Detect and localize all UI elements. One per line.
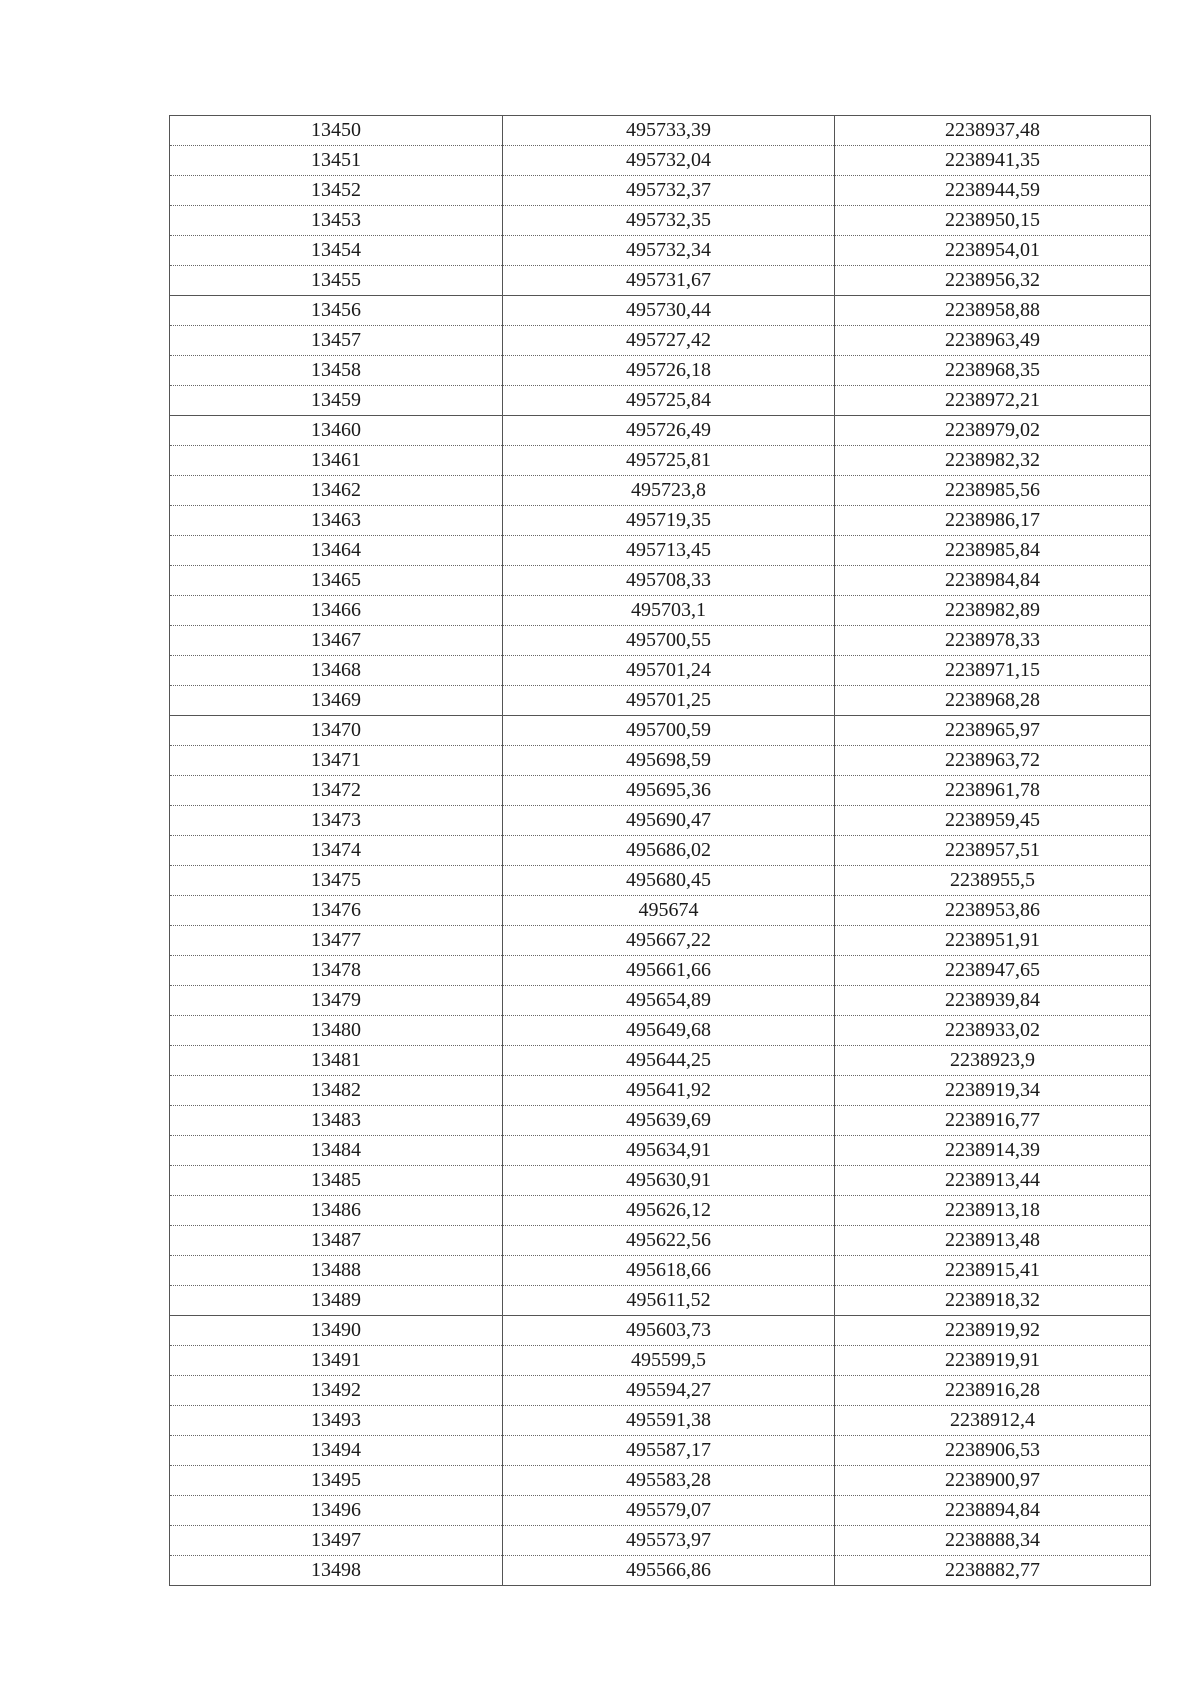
x-coordinate-cell: 495644,25 bbox=[503, 1046, 835, 1076]
table-row bbox=[170, 746, 1151, 776]
y-coordinate-cell: 2238950,15 bbox=[835, 206, 1151, 236]
x-coordinate-cell: 495732,37 bbox=[503, 176, 835, 206]
point-number-cell: 13489 bbox=[170, 1286, 503, 1316]
x-coordinate-cell: 495726,18 bbox=[503, 356, 835, 386]
x-coordinate-cell: 495701,25 bbox=[503, 686, 835, 716]
table-row bbox=[170, 956, 1151, 986]
x-coordinate-cell: 495703,1 bbox=[503, 596, 835, 626]
y-coordinate-cell: 2238900,97 bbox=[835, 1466, 1151, 1496]
table-row bbox=[170, 1436, 1151, 1466]
point-number-cell: 13457 bbox=[170, 326, 503, 356]
x-coordinate-cell: 495700,55 bbox=[503, 626, 835, 656]
x-coordinate-cell: 495732,35 bbox=[503, 206, 835, 236]
y-coordinate-cell: 2238939,84 bbox=[835, 986, 1151, 1016]
y-coordinate-cell: 2238968,28 bbox=[835, 686, 1151, 716]
table-row bbox=[170, 206, 1151, 236]
point-number-cell: 13479 bbox=[170, 986, 503, 1016]
point-number-cell: 13459 bbox=[170, 386, 503, 416]
y-coordinate-cell: 2238894,84 bbox=[835, 1496, 1151, 1526]
x-coordinate-cell: 495733,39 bbox=[503, 116, 835, 146]
table-row bbox=[170, 1496, 1151, 1526]
x-coordinate-cell: 495630,91 bbox=[503, 1166, 835, 1196]
y-coordinate-cell: 2238916,77 bbox=[835, 1106, 1151, 1136]
point-number-cell: 13453 bbox=[170, 206, 503, 236]
y-coordinate-cell: 2238982,89 bbox=[835, 596, 1151, 626]
x-coordinate-cell: 495727,42 bbox=[503, 326, 835, 356]
x-coordinate-cell: 495723,8 bbox=[503, 476, 835, 506]
point-number-cell: 13463 bbox=[170, 506, 503, 536]
x-coordinate-cell: 495594,27 bbox=[503, 1376, 835, 1406]
table-row bbox=[170, 506, 1151, 536]
table-row bbox=[170, 716, 1151, 746]
x-coordinate-cell: 495649,68 bbox=[503, 1016, 835, 1046]
point-number-cell: 13464 bbox=[170, 536, 503, 566]
table-row bbox=[170, 1226, 1151, 1256]
table-row bbox=[170, 1316, 1151, 1346]
table-row bbox=[170, 926, 1151, 956]
point-number-cell: 13461 bbox=[170, 446, 503, 476]
y-coordinate-cell: 2238982,32 bbox=[835, 446, 1151, 476]
y-coordinate-cell: 2238913,48 bbox=[835, 1226, 1151, 1256]
point-number-cell: 13454 bbox=[170, 236, 503, 266]
table-row bbox=[170, 1046, 1151, 1076]
y-coordinate-cell: 2238941,35 bbox=[835, 146, 1151, 176]
table-row bbox=[170, 1406, 1151, 1436]
y-coordinate-cell: 2238913,44 bbox=[835, 1166, 1151, 1196]
y-coordinate-cell: 2238985,56 bbox=[835, 476, 1151, 506]
y-coordinate-cell: 2238958,88 bbox=[835, 296, 1151, 326]
table-row bbox=[170, 326, 1151, 356]
point-number-cell: 13490 bbox=[170, 1316, 503, 1346]
x-coordinate-cell: 495667,22 bbox=[503, 926, 835, 956]
y-coordinate-cell: 2238953,86 bbox=[835, 896, 1151, 926]
x-coordinate-cell: 495654,89 bbox=[503, 986, 835, 1016]
point-number-cell: 13485 bbox=[170, 1166, 503, 1196]
x-coordinate-cell: 495726,49 bbox=[503, 416, 835, 446]
point-number-cell: 13455 bbox=[170, 266, 503, 296]
point-number-cell: 13486 bbox=[170, 1196, 503, 1226]
table-row bbox=[170, 1166, 1151, 1196]
table-row bbox=[170, 476, 1151, 506]
y-coordinate-cell: 2238978,33 bbox=[835, 626, 1151, 656]
y-coordinate-cell: 2238957,51 bbox=[835, 836, 1151, 866]
table-row bbox=[170, 446, 1151, 476]
table-row bbox=[170, 1196, 1151, 1226]
y-coordinate-cell: 2238979,02 bbox=[835, 416, 1151, 446]
table-row bbox=[170, 626, 1151, 656]
point-number-cell: 13481 bbox=[170, 1046, 503, 1076]
table-row bbox=[170, 296, 1151, 326]
x-coordinate-cell: 495674 bbox=[503, 896, 835, 926]
y-coordinate-cell: 2238915,41 bbox=[835, 1256, 1151, 1286]
x-coordinate-cell: 495634,91 bbox=[503, 1136, 835, 1166]
y-coordinate-cell: 2238918,32 bbox=[835, 1286, 1151, 1316]
point-number-cell: 13460 bbox=[170, 416, 503, 446]
y-coordinate-cell: 2238984,84 bbox=[835, 566, 1151, 596]
table-row bbox=[170, 776, 1151, 806]
table-row bbox=[170, 1076, 1151, 1106]
point-number-cell: 13477 bbox=[170, 926, 503, 956]
point-number-cell: 13470 bbox=[170, 716, 503, 746]
x-coordinate-cell: 495690,47 bbox=[503, 806, 835, 836]
table-row bbox=[170, 1376, 1151, 1406]
table-row bbox=[170, 1466, 1151, 1496]
y-coordinate-cell: 2238955,5 bbox=[835, 866, 1151, 896]
x-coordinate-cell: 495686,02 bbox=[503, 836, 835, 866]
x-coordinate-cell: 495725,81 bbox=[503, 446, 835, 476]
table-row bbox=[170, 806, 1151, 836]
coordinates-table bbox=[169, 115, 1151, 1586]
y-coordinate-cell: 2238937,48 bbox=[835, 116, 1151, 146]
x-coordinate-cell: 495618,66 bbox=[503, 1256, 835, 1286]
table-row bbox=[170, 1106, 1151, 1136]
point-number-cell: 13474 bbox=[170, 836, 503, 866]
y-coordinate-cell: 2238919,92 bbox=[835, 1316, 1151, 1346]
point-number-cell: 13450 bbox=[170, 116, 503, 146]
point-number-cell: 13493 bbox=[170, 1406, 503, 1436]
point-number-cell: 13495 bbox=[170, 1466, 503, 1496]
x-coordinate-cell: 495622,56 bbox=[503, 1226, 835, 1256]
point-number-cell: 13483 bbox=[170, 1106, 503, 1136]
point-number-cell: 13494 bbox=[170, 1436, 503, 1466]
point-number-cell: 13480 bbox=[170, 1016, 503, 1046]
point-number-cell: 13476 bbox=[170, 896, 503, 926]
table-row bbox=[170, 176, 1151, 206]
coordinates-table-body bbox=[170, 116, 1151, 1586]
table-row bbox=[170, 1136, 1151, 1166]
x-coordinate-cell: 495566,86 bbox=[503, 1556, 835, 1586]
y-coordinate-cell: 2238956,32 bbox=[835, 266, 1151, 296]
y-coordinate-cell: 2238954,01 bbox=[835, 236, 1151, 266]
x-coordinate-cell: 495695,36 bbox=[503, 776, 835, 806]
y-coordinate-cell: 2238947,65 bbox=[835, 956, 1151, 986]
table-row bbox=[170, 656, 1151, 686]
point-number-cell: 13472 bbox=[170, 776, 503, 806]
x-coordinate-cell: 495661,66 bbox=[503, 956, 835, 986]
point-number-cell: 13456 bbox=[170, 296, 503, 326]
y-coordinate-cell: 2238944,59 bbox=[835, 176, 1151, 206]
table-row bbox=[170, 266, 1151, 296]
point-number-cell: 13482 bbox=[170, 1076, 503, 1106]
point-number-cell: 13469 bbox=[170, 686, 503, 716]
y-coordinate-cell: 2238888,34 bbox=[835, 1526, 1151, 1556]
point-number-cell: 13458 bbox=[170, 356, 503, 386]
x-coordinate-cell: 495611,52 bbox=[503, 1286, 835, 1316]
y-coordinate-cell: 2238971,15 bbox=[835, 656, 1151, 686]
point-number-cell: 13465 bbox=[170, 566, 503, 596]
table-row bbox=[170, 356, 1151, 386]
x-coordinate-cell: 495587,17 bbox=[503, 1436, 835, 1466]
x-coordinate-cell: 495639,69 bbox=[503, 1106, 835, 1136]
point-number-cell: 13452 bbox=[170, 176, 503, 206]
y-coordinate-cell: 2238912,4 bbox=[835, 1406, 1151, 1436]
point-number-cell: 13484 bbox=[170, 1136, 503, 1166]
x-coordinate-cell: 495603,73 bbox=[503, 1316, 835, 1346]
point-number-cell: 13462 bbox=[170, 476, 503, 506]
table-row bbox=[170, 1526, 1151, 1556]
x-coordinate-cell: 495583,28 bbox=[503, 1466, 835, 1496]
x-coordinate-cell: 495731,67 bbox=[503, 266, 835, 296]
point-number-cell: 13498 bbox=[170, 1556, 503, 1586]
y-coordinate-cell: 2238972,21 bbox=[835, 386, 1151, 416]
point-number-cell: 13497 bbox=[170, 1526, 503, 1556]
y-coordinate-cell: 2238963,72 bbox=[835, 746, 1151, 776]
point-number-cell: 13491 bbox=[170, 1346, 503, 1376]
table-row bbox=[170, 1016, 1151, 1046]
table-row bbox=[170, 1286, 1151, 1316]
point-number-cell: 13466 bbox=[170, 596, 503, 626]
y-coordinate-cell: 2238965,97 bbox=[835, 716, 1151, 746]
y-coordinate-cell: 2238933,02 bbox=[835, 1016, 1151, 1046]
table-row bbox=[170, 986, 1151, 1016]
table-row bbox=[170, 386, 1151, 416]
point-number-cell: 13451 bbox=[170, 146, 503, 176]
table-row bbox=[170, 1556, 1151, 1586]
x-coordinate-cell: 495708,33 bbox=[503, 566, 835, 596]
x-coordinate-cell: 495573,97 bbox=[503, 1526, 835, 1556]
x-coordinate-cell: 495641,92 bbox=[503, 1076, 835, 1106]
x-coordinate-cell: 495719,35 bbox=[503, 506, 835, 536]
y-coordinate-cell: 2238961,78 bbox=[835, 776, 1151, 806]
x-coordinate-cell: 495725,84 bbox=[503, 386, 835, 416]
table-row bbox=[170, 896, 1151, 926]
point-number-cell: 13468 bbox=[170, 656, 503, 686]
point-number-cell: 13487 bbox=[170, 1226, 503, 1256]
point-number-cell: 13488 bbox=[170, 1256, 503, 1286]
table-row bbox=[170, 116, 1151, 146]
x-coordinate-cell: 495732,04 bbox=[503, 146, 835, 176]
x-coordinate-cell: 495730,44 bbox=[503, 296, 835, 326]
y-coordinate-cell: 2238916,28 bbox=[835, 1376, 1151, 1406]
x-coordinate-cell: 495591,38 bbox=[503, 1406, 835, 1436]
y-coordinate-cell: 2238882,77 bbox=[835, 1556, 1151, 1586]
point-number-cell: 13467 bbox=[170, 626, 503, 656]
x-coordinate-cell: 495599,5 bbox=[503, 1346, 835, 1376]
y-coordinate-cell: 2238985,84 bbox=[835, 536, 1151, 566]
table-row bbox=[170, 866, 1151, 896]
x-coordinate-cell: 495732,34 bbox=[503, 236, 835, 266]
y-coordinate-cell: 2238919,34 bbox=[835, 1076, 1151, 1106]
point-number-cell: 13478 bbox=[170, 956, 503, 986]
x-coordinate-cell: 495579,07 bbox=[503, 1496, 835, 1526]
y-coordinate-cell: 2238919,91 bbox=[835, 1346, 1151, 1376]
y-coordinate-cell: 2238914,39 bbox=[835, 1136, 1151, 1166]
y-coordinate-cell: 2238913,18 bbox=[835, 1196, 1151, 1226]
x-coordinate-cell: 495698,59 bbox=[503, 746, 835, 776]
y-coordinate-cell: 2238959,45 bbox=[835, 806, 1151, 836]
point-number-cell: 13473 bbox=[170, 806, 503, 836]
point-number-cell: 13496 bbox=[170, 1496, 503, 1526]
table-row bbox=[170, 566, 1151, 596]
table-row bbox=[170, 416, 1151, 446]
x-coordinate-cell: 495700,59 bbox=[503, 716, 835, 746]
x-coordinate-cell: 495713,45 bbox=[503, 536, 835, 566]
point-number-cell: 13475 bbox=[170, 866, 503, 896]
table-row bbox=[170, 236, 1151, 266]
table-row bbox=[170, 1346, 1151, 1376]
table-row bbox=[170, 146, 1151, 176]
y-coordinate-cell: 2238906,53 bbox=[835, 1436, 1151, 1466]
table-row bbox=[170, 1256, 1151, 1286]
y-coordinate-cell: 2238963,49 bbox=[835, 326, 1151, 356]
x-coordinate-cell: 495680,45 bbox=[503, 866, 835, 896]
table-row bbox=[170, 536, 1151, 566]
y-coordinate-cell: 2238951,91 bbox=[835, 926, 1151, 956]
table-row bbox=[170, 596, 1151, 626]
point-number-cell: 13492 bbox=[170, 1376, 503, 1406]
y-coordinate-cell: 2238968,35 bbox=[835, 356, 1151, 386]
table-row bbox=[170, 836, 1151, 866]
y-coordinate-cell: 2238986,17 bbox=[835, 506, 1151, 536]
x-coordinate-cell: 495626,12 bbox=[503, 1196, 835, 1226]
x-coordinate-cell: 495701,24 bbox=[503, 656, 835, 686]
table-row bbox=[170, 686, 1151, 716]
y-coordinate-cell: 2238923,9 bbox=[835, 1046, 1151, 1076]
point-number-cell: 13471 bbox=[170, 746, 503, 776]
